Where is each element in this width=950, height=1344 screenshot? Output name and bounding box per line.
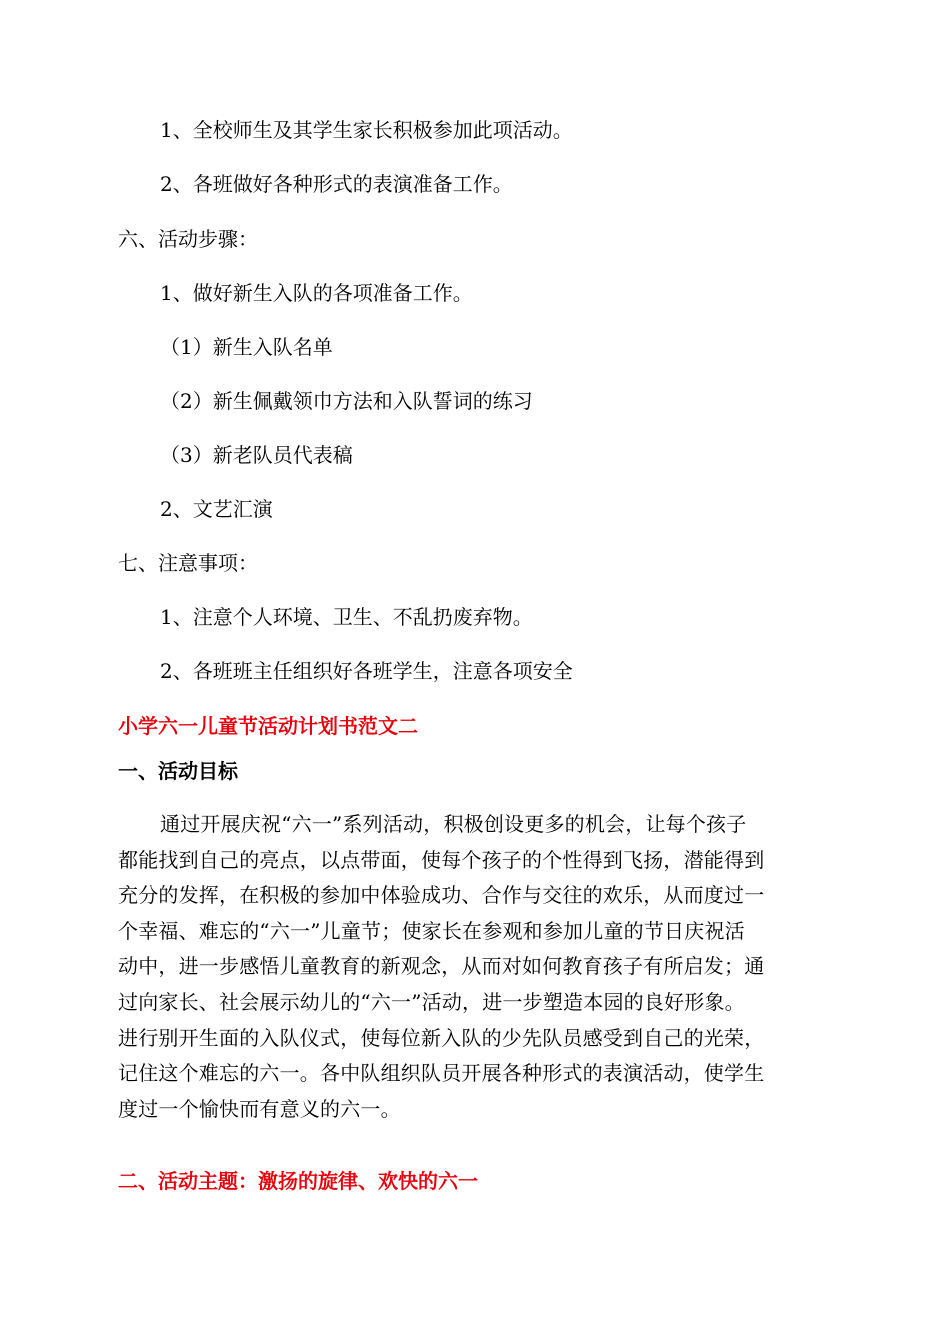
paragraph-line: 度过一个愉快而有意义的六一。 [118,1096,401,1121]
list-item: 2、各班班主任组织好各班学生，注意各项安全 [160,659,573,683]
list-item: 1、注意个人环境、卫生、不乱扔废弃物。 [160,605,533,629]
sub-list-item: （2）新生佩戴领巾方法和入队誓词的练习 [160,389,533,413]
list-item: 1、做好新生入队的各项准备工作。 [160,281,473,305]
paragraph-line: 充分的发挥，在积极的参加中体验成功、合作与交往的欢乐，从而度过一 [118,883,765,908]
paragraph-line: 记住这个难忘的六一。各中队组织队员开展各种形式的表演活动，使学生 [118,1061,765,1086]
list-item: 1、全校师生及其学生家长积极参加此项活动。 [160,118,573,142]
paragraph-line: 都能找到自己的亮点，以点带面，使每个孩子的个性得到飞扬，潜能得到 [118,847,765,872]
section-heading: 七、注意事项： [118,551,258,575]
paragraph [118,807,836,1127]
paragraph-line: 通过开展庆祝“六一”系列活动，积极创设更多的机会，让每个孩子 [160,812,747,836]
paragraph-line: 过向家长、社会展示幼儿的“六一”活动，进一步塑造本园的良好形象。 [118,989,745,1014]
section-heading-red: 二、活动主题：激扬的旋律、欢快的六一 [118,1169,478,1193]
section-heading: 六、活动步骤： [118,227,258,251]
paragraph-line: 进行别开生面的入队仪式，使每位新入队的少先队员感受到自己的光荣， [118,1025,765,1050]
section-heading: 一、活动目标 [118,759,238,783]
paragraph-line: 动中，进一步感悟儿童教育的新观念，从而对如何教育孩子有所启发；通 [118,954,765,979]
list-item: 2、文艺汇演 [160,497,273,521]
sub-list-item: （1）新生入队名单 [160,335,333,359]
sub-list-item: （3）新老队员代表稿 [160,443,353,467]
list-item: 2、各班做好各种形式的表演准备工作。 [160,172,513,196]
document-title: 小学六一儿童节活动计划书范文二 [118,714,418,738]
paragraph-line: 个幸福、难忘的“六一”儿童节；使家长在参观和参加儿童的节日庆祝活 [118,918,745,943]
